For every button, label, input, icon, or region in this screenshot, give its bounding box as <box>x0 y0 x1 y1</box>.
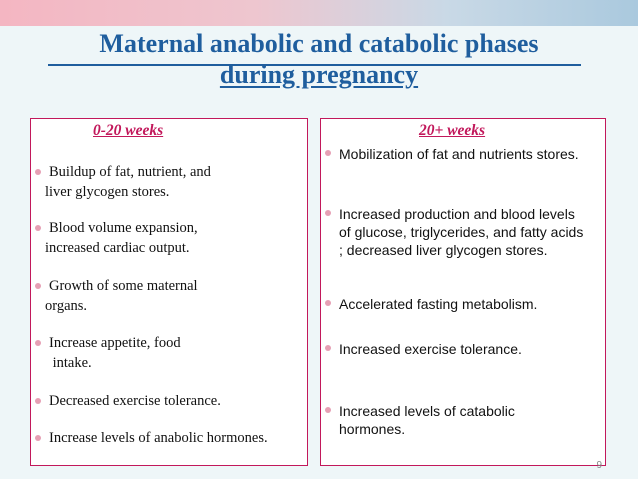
catabolic-bullet-4: Increased exercise tolerance. <box>325 340 591 358</box>
bullet-dot-icon <box>35 398 41 404</box>
bullet-dot-icon <box>35 340 41 346</box>
anabolic-bullet-4: Increase appetite, food intake. <box>35 333 181 373</box>
title-underline <box>48 64 581 66</box>
bullet-dot-icon <box>325 210 331 216</box>
catabolic-bullet-2: Increased production and blood levels of glucose, triglycerides, and fatty acids ; decreased liver glycogen stores. <box>325 205 587 259</box>
anabolic-bullet-5: Decreased exercise tolerance. <box>35 391 221 411</box>
slide-title-line1: Maternal anabolic and catabolic phases <box>99 29 539 58</box>
anabolic-bullet-2: Blood volume expansion, increased cardiac output. <box>35 218 198 258</box>
bullet-dot-icon <box>325 150 331 156</box>
slide-title-line2: during pregnancy <box>219 60 419 89</box>
anabolic-bullet-3: Growth of some maternal organs. <box>35 276 198 316</box>
bullet-dot-icon <box>35 169 41 175</box>
bullet-dot-icon <box>325 407 331 413</box>
anabolic-phase-heading: 0-20 weeks <box>93 122 164 139</box>
anabolic-bullet-1: Buildup of fat, nutrient, and liver glycogen stores. <box>35 162 211 202</box>
catabolic-bullet-3: Accelerated fasting metabolism. <box>325 295 591 313</box>
bullet-dot-icon <box>35 435 41 441</box>
page-number: 9 <box>596 460 602 471</box>
top-decorative-band <box>0 0 638 26</box>
catabolic-phase-heading: 20+ weeks <box>419 122 486 139</box>
bullet-dot-icon <box>325 300 331 306</box>
catabolic-bullet-5: Increased levels of catabolic hormones. <box>325 402 565 438</box>
anabolic-phase-panel <box>30 118 308 466</box>
catabolic-phase-panel <box>320 118 606 466</box>
bullet-dot-icon <box>35 225 41 231</box>
bullet-dot-icon <box>35 283 41 289</box>
bullet-dot-icon <box>325 345 331 351</box>
slide-title <box>0 28 638 90</box>
catabolic-bullet-1: Mobilization of fat and nutrients stores. <box>325 145 585 163</box>
anabolic-bullet-6: Increase levels of anabolic hormones. <box>35 428 268 448</box>
